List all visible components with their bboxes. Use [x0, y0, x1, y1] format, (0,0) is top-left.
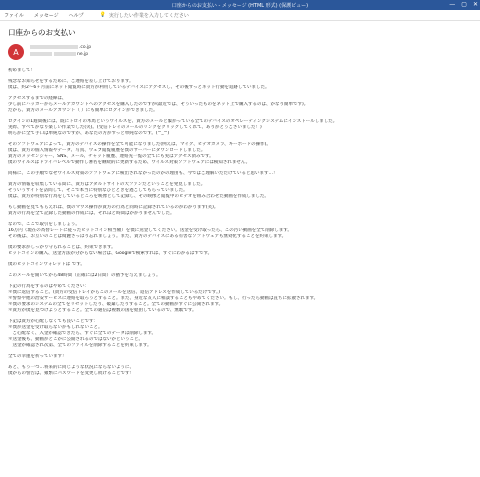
- redacted-recipient-2: [54, 52, 76, 56]
- sender-line: [29, 44, 91, 51]
- menu-help[interactable]: ヘルプ: [68, 12, 84, 19]
- body-line: ＊貴方が僕を見つけようとすること。全ての通信は複数の国を経由しているので、無駄です。: [8, 308, 197, 313]
- body-line: ログインの1週間後には、既にトロイの木馬というウイルスを、貴方のメールと繋がっている全てのデバイスのオペレーティングシステムにインストールしました。: [8, 119, 338, 124]
- body-line: このメールを開いてから48時間（正確には2日間）の猶予を与えましょう。: [8, 273, 161, 278]
- sender-domain: .co.jp: [79, 45, 92, 50]
- body-line: あと、もう一つ…将来的に同じような状況にならないように、: [8, 365, 134, 370]
- body-line: 僕は、貴方の個人情報やデータ、写真、ウェブ閲覧履歴を僕のサーバーにダウンロードしました。: [8, 148, 206, 153]
- window-controls: [449, 0, 478, 10]
- body-line: 初めまして！: [8, 68, 35, 73]
- body-line: 明らかに全て手口は単純なのですが、あなたの方がずっと単純なのです。(^_^): [8, 131, 170, 136]
- body-line: ＊警察や他の治安サービスに連絡を取ろうとすること。また、身近な友人に相談することもやめてください。もし、行ったら動画は直ちに拡散されます。: [8, 296, 319, 301]
- message-header: [8, 44, 472, 60]
- body-line: ＊僕の要求のシステムの全てをリセットしたり、破棄したりすること。全ての動画がすぐに公開されます。: [8, 302, 224, 307]
- body-line: ＊僕が送金を受け取らないかもしれないこと。: [8, 325, 103, 330]
- body-line: ＊送金後も、動画がどこかに公開されるのではないかということ。: [8, 337, 143, 342]
- body-line: 僕のビットコインウォレットは です。: [8, 262, 85, 267]
- body-line: 僕は、約2～6ヶ月前にネット閲覧時に貴方が利用しているデバイスにアクセスし、その後ずっとネット行動を追跡していました。: [8, 85, 270, 90]
- body-line: なので、ここで取引をしましょう。: [8, 222, 80, 227]
- recipient-domain: ne.jp: [77, 52, 89, 57]
- menu-file[interactable]: ファイル: [4, 12, 24, 19]
- body-line: 僕からの警告は、頻繁にパスワードを変更し続けることです！: [8, 371, 134, 376]
- body-line: 僕は、貴方が特別な行為をしているところを映像として記録し、その映像と閲覧中のビデオを組み合わせた動画を作成しました。: [8, 194, 269, 199]
- body-line: 下記の行為をするのはやめてください：: [8, 284, 89, 289]
- body-line: 同様に、この手順でなぜウイルス対策のソフトウェアに検出されなかったのかの理由も、今ではご理解いただけていると思います…！: [8, 171, 278, 176]
- body-line: ＊僕に返信すること。(貴方の受信トレイからこのメールを送信、返信アドレスを作成しているだけです。): [8, 290, 220, 295]
- window-titlebar: [0, 0, 480, 10]
- window-title: 口座からのお支払い - メッセージ (HTML 形式) (保護ビュー): [171, 2, 309, 9]
- maximize-icon[interactable]: ▢: [461, 1, 467, 8]
- menu-message[interactable]: メッセージ: [33, 12, 59, 19]
- body-line: ビットコインの購入、送金方法が分からない場合は、Googleで検索すれば、すぐにわかるはずです。: [8, 251, 213, 256]
- body-line: もし動画を見てもらえれば、僕のマウス操作が貴方の行為と同時に記録されているのがわかります(笑)。: [8, 205, 219, 210]
- message-subject: 口座からのお支払い: [8, 28, 76, 37]
- message-body: [8, 68, 472, 377]
- body-line: だから、貴方のメールアカウント（ ）にも簡単にログインができました。: [8, 108, 158, 113]
- tell-me-placeholder: 実行したい作業を入力してください: [108, 12, 189, 19]
- body-line: その後は、お互いのことは綺麗さっぱり忘れましょう。また、貴方のデバイスにある有害なソフトウェアも無効化することを約束します。: [8, 234, 287, 239]
- close-icon[interactable]: ✕: [472, 1, 478, 8]
- redacted-recipient: [30, 52, 52, 56]
- redacted-sender: [30, 45, 78, 49]
- lightbulb-icon: 💡: [99, 12, 106, 18]
- recipient-line: [29, 51, 91, 58]
- body-line: 下記は貴方が心配しなくても良いことです：: [8, 319, 98, 324]
- body-line: 僕の要求がしっかり守られることは、約束できます。: [8, 245, 116, 250]
- body-line: アクセスするまでの経緯は、: [8, 96, 67, 101]
- sender-avatar: A: [8, 44, 24, 60]
- body-line: 実際、すべてかなり楽しい作業でした(笑)。(受信トレイのメールのリンクをクリックしてくれて、ありがとうございました！): [8, 125, 262, 130]
- body-line: 全ての幸運を祈っています！: [8, 354, 67, 359]
- minimize-icon[interactable]: —: [449, 1, 456, 8]
- message-pane: [0, 21, 480, 377]
- body-line: 僕のウイルスはドライバレベルで動作し署名を継続的に更新するため、ウイルス対策ソフトウェアには検知されません。: [8, 160, 251, 165]
- body-line: 送金が確認され次第、全てのファイルを削除することを約束します。: [8, 343, 152, 348]
- body-line: 残念なお知らせをするために、ご連絡を差し上げております。: [8, 79, 134, 84]
- menu-bar: [0, 10, 480, 21]
- body-line: 少し前にハッカーからメールアカウントへのアクセスを購入したのですが(最近では、そういったものをネット上で購入するのは、かなり簡単です)。: [8, 102, 309, 107]
- body-line: 16万円（現在の為替レートに従ったビットコイン相当額）を僕に送金してください。送金を受け取ったら、この汚い動画を全て削除します。: [8, 228, 292, 233]
- body-line: 貴方の情報を収集している間に、貴方はアダルトサイトの大ファンだということを発見しました。: [8, 182, 206, 187]
- body-line: そのソフトウェアによって、貴方のデバイスの操作を全て可能になりました(例えば、マイク、ビデオカメラ、キーボードの操作)。: [8, 142, 271, 147]
- body-line: そういうサイトを訪問して、そこで本当に特別なひとときを過ごしてもらっていました。: [8, 188, 188, 193]
- body-line: 貴方のメッセンジャー、SNS、メール、チャット履歴、連絡先一覧の全てにも実はアクセス済みです。: [8, 154, 214, 159]
- sender-meta: [29, 44, 91, 58]
- body-line: 貴方の行為を全て記録した動画の作成には、それほど時間はかかりませんでした。: [8, 211, 175, 216]
- tell-me-search[interactable]: [100, 12, 189, 19]
- body-line: ご心配なく、入金が確認できたら、すぐに全てのデータは削除します。: [8, 331, 157, 336]
